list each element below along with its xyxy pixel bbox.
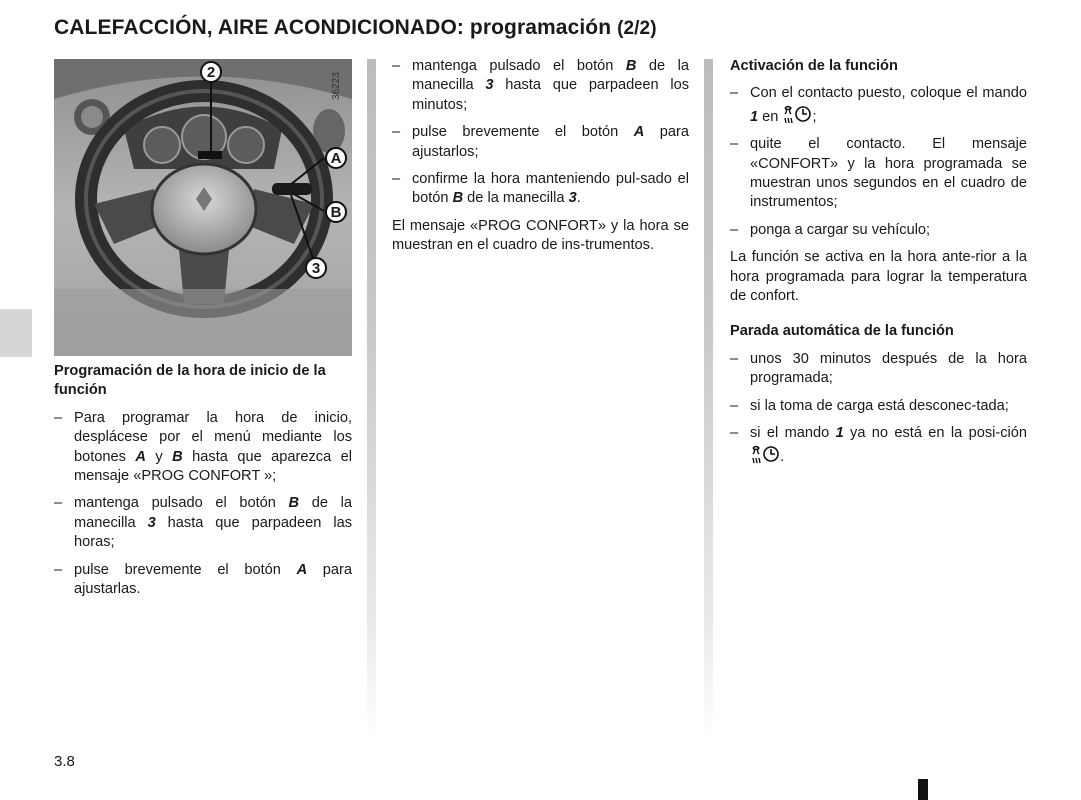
section-tab	[0, 309, 32, 357]
list-item: – Con el contacto puesto, coloque el mando 1 en ;	[730, 85, 1027, 125]
column-rule-2	[704, 59, 713, 739]
right-heading-activation: Activación de la función	[730, 58, 898, 74]
dash: –	[730, 397, 739, 414]
figure-code: 36223	[331, 72, 342, 100]
list-item: – si el mando 1 ya no está en la posi-ción .	[730, 425, 1027, 465]
dash: –	[730, 136, 739, 153]
dash: –	[54, 409, 63, 426]
list-item: – si la toma de carga está desconec-tada;	[730, 397, 1027, 416]
end-mark	[918, 779, 928, 800]
list-item: – unos 30 minutos después de la hora programada;	[730, 350, 1027, 387]
list-item: – mantenga pulsado el botón B de la manecilla 3 hasta que parpadeen las horas;	[54, 495, 352, 551]
page-title-text: CALEFACCIÓN, AIRE ACONDICIONADO: programación	[54, 16, 612, 39]
dash: –	[730, 350, 739, 367]
dash: –	[730, 221, 739, 238]
right-column	[730, 57, 1027, 475]
page-title-part: (2/2)	[617, 18, 657, 39]
callout-a: A	[325, 147, 347, 169]
list-item: – Para programar la hora de inicio, desplácese por el menú mediante los botones A y B hasta que aparezca el mensaje «PROG CONFORT »;	[54, 409, 352, 485]
dash: –	[54, 561, 63, 578]
list-item: – pulse brevemente el botón A para ajustarlas.	[54, 561, 352, 598]
middle-column	[392, 57, 689, 264]
page-title	[54, 16, 657, 40]
dash: –	[392, 58, 401, 74]
steering-wheel-figure	[54, 59, 352, 356]
dash: –	[392, 171, 401, 188]
list-item: – confirme la hora manteniendo pul-sado el botón B de la manecilla 3.	[392, 171, 689, 207]
list-item: – quite el contacto. El mensaje «CONFORT» y la hora programada se muestran unos segundos en el cuadro de instrumentos;	[730, 136, 1027, 211]
list-item: – ponga a cargar su vehículo;	[730, 221, 1027, 240]
dash: –	[54, 495, 63, 512]
page-number: 3.8	[54, 753, 75, 770]
left-heading: Programación de la hora de inicio de la función	[54, 363, 326, 399]
list-item: – mantenga pulsado el botón B de la manecilla 3 hasta que parpadeen los minutos;	[392, 58, 690, 113]
comfort-timer-icon	[750, 444, 780, 464]
left-column	[54, 362, 352, 607]
dash: –	[730, 85, 739, 102]
dash: –	[392, 124, 401, 141]
list-item: – pulse brevemente el botón A para ajustarlos;	[392, 124, 690, 160]
middle-paragraph: El mensaje «PROG CONFORT» y la hora se muestran en el cuadro de ins-trumentos.	[392, 217, 689, 254]
callout-3: 3	[305, 257, 327, 279]
right-heading-stop: Parada automática de la función	[730, 323, 954, 340]
callout-2: 2	[200, 61, 222, 83]
right-paragraph: La función se activa en la hora ante-rior a la hora programada para lograr la temperatura de confort.	[730, 249, 1027, 305]
steering-wheel-illustration	[54, 59, 352, 356]
dash: –	[730, 425, 739, 442]
callout-b: B	[325, 201, 347, 223]
comfort-timer-icon	[782, 104, 812, 124]
column-rule-1	[367, 59, 376, 739]
